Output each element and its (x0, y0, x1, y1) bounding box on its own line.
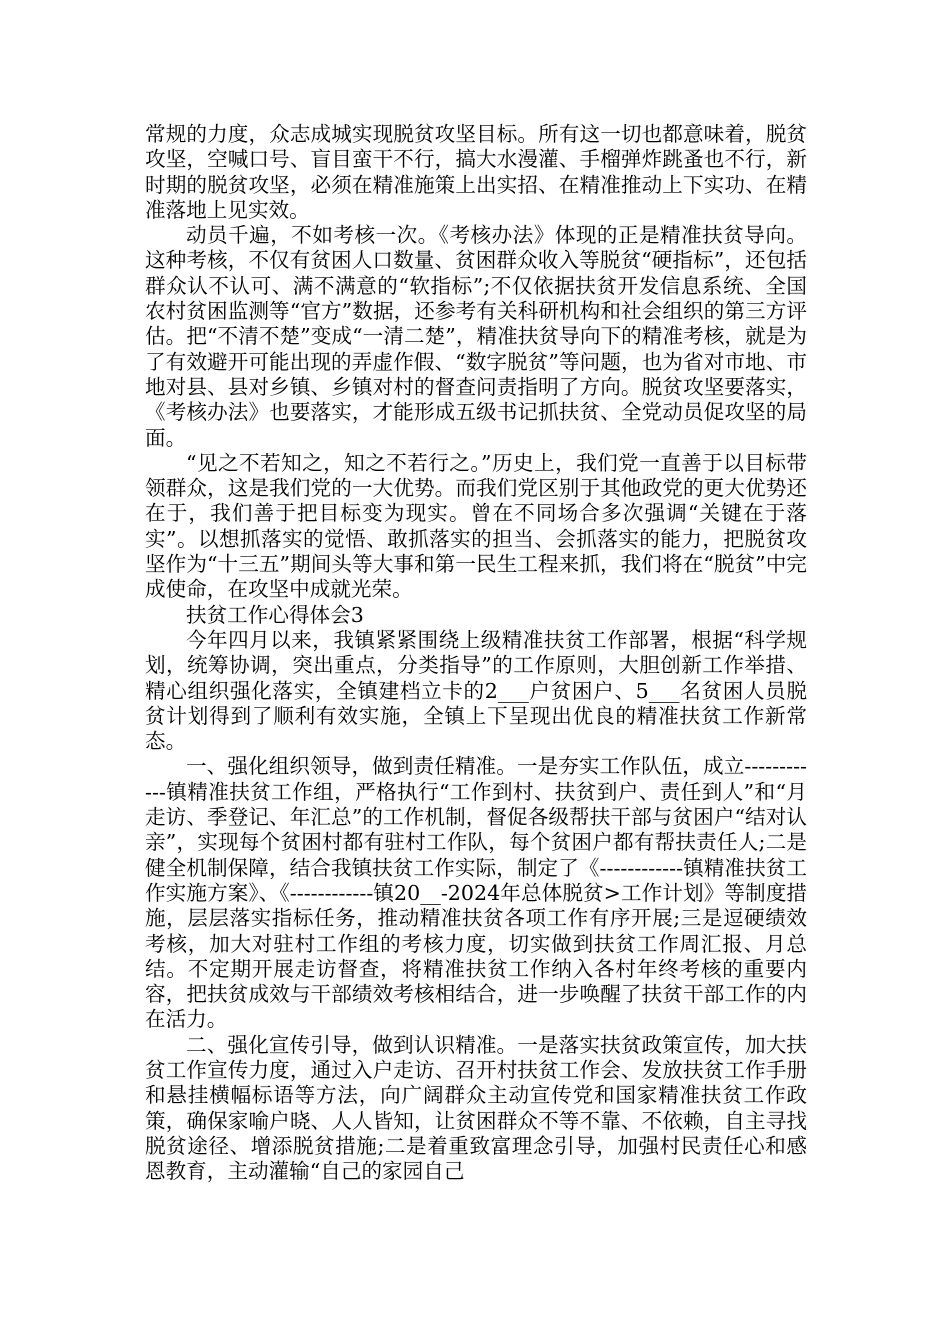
document-page (145, 122, 807, 1184)
paragraph-assessment: 动员千遍，不如考核一次。《考核办法》体现的正是精准扶贫导向。这种考核，不仅有贫困人口数量、贫困群众收入等脱贫“硬指标”，还包括群众认不认可、满不满意的“软指标”;不仅依据扶贫开发信息系统、全国农村贫困监测等“官方”数据，还参考有关科研机构和社会组织的第三方评估。把“不清不楚”变成“一清二楚”，精准扶贫导向下的精准考核，就是为了有效避开可能出现的弄虚作假、“数字脱贫”等问题，也为省对市地、市地对县、县对乡镇、乡镇对村的督查问责指明了方向。脱贫攻坚要落实，《考核办法》也要落实，才能形成五级书记抓扶贫、全党动员促攻坚的局面。 (145, 223, 807, 450)
paragraph-history: “见之不若知之，知之不若行之。”历史上，我们党一直善于以目标带领群众，这是我们党的一大优势。而我们党区别于其他政党的更大优势还在于，我们善于把目标变为现实。曾在不同场合多次强调“关键在于落实”。以想抓落实的觉悟、敢抓落实的担当、会抓落实的能力，把脱贫攻坚作为“十三五”期间头等大事和第一民生工程来抓，我们将在“脱贫”中完成使命，在攻坚中成就光荣。 (145, 450, 807, 602)
paragraph-intro: 今年四月以来，我镇紧紧围绕上级精准扶贫工作部署，根据“科学规划，统筹协调，突出重点，分类指导”的工作原则，大胆创新工作举措、精心组织强化落实，全镇建档立卡的2___户贫困户、5___名贫困人员脱贫计划得到了顺利有效实施，全镇上下呈现出优良的精准扶贫工作新常态。 (145, 627, 807, 754)
paragraph-organization: 一、强化组织领导，做到责任精准。一是夯实工作队伍，成立------------镇精准扶贫工作组，严格执行“工作到村、扶贫到户、责任到人”和“月走访、季登记、年汇总”的工作机制，督促各级帮扶干部与贫困户“结对认亲”，实现每个贫困村都有驻村工作队，每个贫困户都有帮扶责任人;二是健全机制保障，结合我镇扶贫工作实际，制定了《------------镇精准扶贫工作实施方案》、《------------镇20__-2024年总体脱贫>工作计划》等制度措施，层层落实指标任务，推动精准扶贫各项工作有序开展;三是逗硬绩效考核，加大对驻村工作组的考核力度，切实做到扶贫工作周汇报、月总结。不定期开展走访督查，将精准扶贫工作纳入各村年终考核的重要内容，把扶贫成效与干部绩效考核相结合，进一步唤醒了扶贫干部工作的内在活力。 (145, 754, 807, 1032)
paragraph-publicity: 二、强化宣传引导，做到认识精准。一是落实扶贫政策宣传，加大扶贫工作宣传力度，通过入户走访、召开村扶贫工作会、发放扶贫工作手册和悬挂横幅标语等方法，向广阔群众主动宣传党和国家精准扶贫工作政策，确保家喻户晓、人人皆知，让贫困群众不等不靠、不依赖，自主寻找脱贫途径、增添脱贫措施;二是着重致富理念引导，加强村民责任心和感恩教育，主动灌输“自己的家园自己 (145, 1032, 807, 1184)
section-heading: 扶贫工作心得体会3 (186, 602, 364, 627)
paragraph-continuation: 常规的力度，众志成城实现脱贫攻坚目标。所有这一切也都意味着，脱贫攻坚，空喊口号、盲目蛮干不行，搞大水漫灌、手榴弹炸跳蚤也不行，新时期的脱贫攻坚，必须在精准施策上出实招、在精准推动上下实功、在精准落地上见实效。 (145, 122, 807, 222)
